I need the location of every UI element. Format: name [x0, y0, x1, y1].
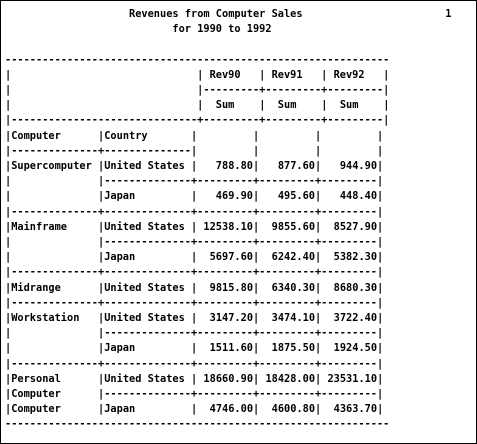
computer-label: Personal — [11, 372, 61, 385]
statistic-row: | | Sum | Sum | Sum | — [5, 99, 390, 112]
dimension-header-country: Country — [104, 129, 148, 142]
country-label: United States — [104, 281, 185, 294]
rule-row: | |--------------+---------+---------+---------| — [5, 327, 384, 340]
rule-group: |--------------+--------------+---------+---------+---------| — [5, 357, 384, 370]
table-row: |Supercomputer |United States | 788.80| 877.60| 944.90| — [5, 160, 384, 173]
report-text — [5, 7, 451, 433]
report-subtitle-text: for 1990 to 1992 — [172, 23, 272, 36]
rule-top: -------------------------------------------------------------- — [5, 53, 390, 66]
value-cell: 469.90 — [215, 190, 253, 203]
rule-dimension-sub: |--------------+--------------| | | | — [5, 144, 384, 157]
value-cell: 5697.60 — [209, 251, 254, 264]
table-row: |Computer |Japan | 4746.00| 4600.80| 4363.70| — [5, 403, 384, 416]
report-title — [5, 8, 451, 20]
table-row: |Midrange |United States | 9815.80| 6340.30| 8680.30| — [5, 281, 384, 294]
table-row: |Mainframe |United States | 12538.10| 9855.60| 8527.90| — [5, 220, 384, 233]
value-cell: 5382.30 — [333, 251, 378, 264]
value-cell: 4600.80 — [271, 403, 316, 416]
rule-row: | |--------------+---------+---------+---------| — [5, 175, 384, 188]
value-cell: 4363.70 — [333, 403, 378, 416]
rule-group: |--------------+--------------+---------+---------+---------| — [5, 266, 384, 279]
value-cell: 8527.90 — [333, 220, 378, 233]
report-subtitle — [5, 23, 272, 35]
value-cell: 9815.80 — [209, 281, 254, 294]
report-title-text: Revenues from Computer Sales — [129, 8, 303, 20]
country-label: Japan — [104, 190, 136, 203]
dimension-header-computer: Computer — [11, 129, 61, 142]
value-cell: 9855.60 — [271, 220, 316, 233]
dimension-header-row: |Computer |Country | | | | — [5, 129, 384, 142]
country-label: Japan — [104, 251, 136, 264]
value-cell: 6242.40 — [271, 251, 316, 264]
value-cell: 4746.00 — [209, 403, 254, 416]
rule-subheader: | |---------+---------+---------| — [5, 84, 390, 97]
value-cell: 3147.20 — [209, 312, 254, 325]
value-cell: 1924.50 — [333, 342, 378, 355]
value-cell: 1875.50 — [271, 342, 316, 355]
value-cell: 448.40 — [339, 190, 378, 203]
value-cell: 877.60 — [277, 160, 316, 173]
country-label: United States — [104, 312, 185, 325]
value-cell: 12538.10 — [203, 220, 254, 233]
statistic-label: Sum — [277, 99, 297, 112]
rule-row: |Computer |--------------+---------+---------+---------| — [5, 388, 384, 401]
computer-label: Computer — [11, 388, 61, 401]
table-row: |Workstation |United States | 3147.20| 3474.10| 3722.40| — [5, 312, 384, 325]
country-label: Japan — [104, 403, 136, 416]
value-cell: 495.60 — [277, 190, 316, 203]
value-cell: 3474.10 — [271, 312, 316, 325]
column-header-row: | | Rev90 | Rev91 | Rev92 | — [5, 68, 390, 81]
value-cell: 1511.60 — [209, 342, 254, 355]
column-header-rev92: Rev92 — [333, 68, 365, 81]
page-number: 1 — [445, 8, 452, 20]
table-row: |Personal |United States | 18660.90| 18428.00| 23531.10| — [5, 372, 384, 385]
column-header-rev91: Rev91 — [271, 68, 303, 81]
computer-label: Midrange — [11, 281, 61, 294]
rule-row: | |--------------+---------+---------+---------| — [5, 236, 384, 249]
value-cell: 8680.30 — [333, 281, 378, 294]
computer-label: Supercomputer — [11, 160, 92, 173]
table-row: | |Japan | 1511.60| 1875.50| 1924.50| — [5, 342, 384, 355]
country-label: United States — [104, 372, 185, 385]
value-cell: 6340.30 — [271, 281, 316, 294]
table-row: | |Japan | 469.90| 495.60| 448.40| — [5, 190, 384, 203]
rule-group: |--------------+--------------+---------+---------+---------| — [5, 296, 384, 309]
computer-label: Computer — [11, 403, 61, 416]
statistic-label: Sum — [215, 99, 235, 112]
rule-dimension: |------------------------------+---------+---------+---------| — [5, 114, 390, 127]
rule-bottom: -------------------------------------------------------------- — [5, 418, 390, 431]
value-cell: 18660.90 — [203, 372, 254, 385]
table-row: | |Japan | 5697.60| 6242.40| 5382.30| — [5, 251, 384, 264]
country-label: United States — [104, 160, 185, 173]
statistic-label: Sum — [339, 99, 359, 112]
column-header-rev90: Rev90 — [209, 68, 241, 81]
value-cell: 788.80 — [215, 160, 253, 173]
value-cell: 3722.40 — [333, 312, 378, 325]
value-cell: 944.90 — [339, 160, 378, 173]
value-cell: 18428.00 — [265, 372, 316, 385]
country-label: Japan — [104, 342, 136, 355]
country-label: United States — [104, 220, 185, 233]
computer-label: Workstation — [11, 312, 80, 325]
computer-label: Mainframe — [11, 220, 67, 233]
rule-group: |--------------+--------------+---------+---------+---------| — [5, 205, 384, 218]
value-cell: 23531.10 — [327, 372, 378, 385]
